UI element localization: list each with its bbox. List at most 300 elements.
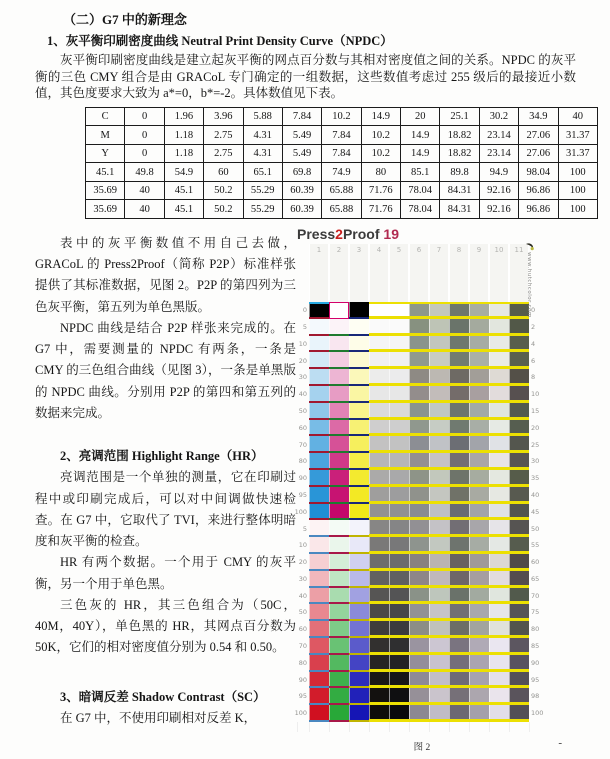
chart-cell [309, 403, 329, 420]
chart-cell [409, 302, 429, 319]
chart-cell [329, 688, 349, 705]
footer-gridline [297, 722, 309, 732]
chart-cell [509, 386, 529, 403]
page-number-dash: - [558, 737, 562, 749]
chart-cell [469, 537, 489, 554]
press2proof-figure [294, 226, 547, 753]
chart-cell [429, 655, 449, 672]
chart-cell [369, 504, 389, 521]
chart-cell [409, 369, 429, 386]
chart-cell [489, 520, 509, 537]
chart-cell [469, 554, 489, 571]
chart-cell [409, 705, 429, 722]
row-label-right: 30 [531, 457, 540, 466]
chart-cell [409, 672, 429, 689]
chart-cell [329, 537, 349, 554]
chart-cell [349, 504, 369, 521]
table-cell: 20 [401, 107, 440, 126]
chart-cell [509, 672, 529, 689]
table-cell: 55.29 [243, 200, 282, 219]
chart-cell [489, 369, 509, 386]
chart-cell [429, 621, 449, 638]
chart-cell [389, 520, 409, 537]
chart-row [297, 369, 547, 386]
table-row [86, 126, 598, 145]
chart-row [297, 436, 547, 453]
table-cell: 31.37 [558, 144, 598, 163]
chart-cell [349, 537, 369, 554]
chart-cell [509, 403, 529, 420]
chart-cell [489, 453, 509, 470]
chart-cell [409, 470, 429, 487]
chart-cell [409, 655, 429, 672]
left-text-column [35, 233, 296, 729]
chart-cell [509, 705, 529, 722]
chart-cell [489, 705, 509, 722]
chart-cell [409, 352, 429, 369]
chart-cell [449, 588, 469, 605]
chart-row [297, 302, 547, 319]
chart-cell [489, 336, 509, 353]
chart-cell [489, 487, 509, 504]
chart-cell [469, 504, 489, 521]
table-cell: 5.49 [282, 126, 321, 145]
chart-cell [449, 705, 469, 722]
chart-row [297, 588, 547, 605]
chart-cell [329, 672, 349, 689]
chart-cell [509, 604, 529, 621]
chart-cell [389, 319, 409, 336]
chart-row [297, 638, 547, 655]
chart-row [297, 336, 547, 353]
row-label-left: 30 [298, 373, 307, 382]
paragraph-npdc-curve: NPDC 曲线是结合 P2P 样张来完成的。在 G7 中，需要测量的 NPDC 有两条，一条是 CMY 的三色组合曲线（见图 3），一条是单黑版的 NPDC 曲线。分别用 P2P 的第四和第五列的数据来完成。 [35, 320, 296, 420]
row-label-left: 5 [302, 322, 307, 331]
chart-cell [489, 436, 509, 453]
row-label-right: 55 [531, 541, 540, 550]
chart-cell [469, 487, 489, 504]
footer-gridline [409, 722, 429, 732]
chart-cell [329, 403, 349, 420]
chart-cell [469, 336, 489, 353]
table-cell: 50.2 [204, 181, 243, 200]
chart-cell [489, 688, 509, 705]
chart-cell [349, 319, 369, 336]
chart-cell [309, 352, 329, 369]
chart-cell [469, 604, 489, 621]
table-cell: 49.8 [125, 163, 164, 182]
chart-cell [329, 470, 349, 487]
footer-gridline [449, 722, 469, 732]
row-label-right: 35 [531, 474, 540, 483]
chart-cell [449, 520, 469, 537]
chart-cell [489, 621, 509, 638]
row-label-left: 0 [302, 306, 307, 315]
chart-column-number: 4 [369, 244, 389, 302]
chart-cell [369, 302, 389, 319]
chart-cell [429, 420, 449, 437]
paragraph-hr3: 三色灰的 HR，其三色组合为（50C，40M，40Y），单色黑的 HR，其网点百分数为 50K，它们的相对密度值分别为 0.54 和 0.50。 [35, 597, 296, 655]
row-label-right: 98 [531, 692, 540, 701]
table-cell: 0 [125, 126, 164, 145]
chart-cell [309, 504, 329, 521]
chart-cell [309, 470, 329, 487]
table-cell: 71.76 [361, 200, 400, 219]
chart-cell [329, 369, 349, 386]
table-cell: 23.14 [479, 144, 518, 163]
row-label-right: 6 [531, 356, 536, 365]
chart-cell [449, 352, 469, 369]
chart-cell [369, 453, 389, 470]
chart-cell [349, 352, 369, 369]
row-label-right: 0 [531, 306, 536, 315]
chart-cell [329, 588, 349, 605]
table-cell: 14.9 [401, 126, 440, 145]
chart-cell [369, 571, 389, 588]
table-cell: 60 [204, 163, 243, 182]
chart-cell [309, 672, 329, 689]
chart-cell [309, 453, 329, 470]
chart-cell [429, 672, 449, 689]
row-label-right: 40 [531, 490, 540, 499]
table-cell: 14.9 [401, 144, 440, 163]
chart-cell [309, 655, 329, 672]
chart-cell [309, 302, 329, 319]
chart-cell [309, 520, 329, 537]
chart-cell [449, 621, 469, 638]
chart-cell [429, 369, 449, 386]
chart-cell [369, 386, 389, 403]
chart-cell [349, 520, 369, 537]
footer-gridline [509, 722, 529, 732]
chart-cell [369, 319, 389, 336]
chart-cell [329, 453, 349, 470]
chart-cell [349, 369, 369, 386]
row-label-left: 10 [298, 339, 307, 348]
chart-cell [469, 302, 489, 319]
row-label-right: 2 [531, 322, 536, 331]
row-label-left: 80 [298, 658, 307, 667]
chart-cell [509, 487, 529, 504]
chart-row [297, 571, 547, 588]
chart-cell [469, 369, 489, 386]
chart-cell [509, 571, 529, 588]
footer-gridline [369, 722, 389, 732]
table-cell: 74.9 [322, 163, 361, 182]
chart-cell [509, 638, 529, 655]
paragraph-p2p: 表中的灰平衡数值不用自己去做，GRACoL 的 Press2Proof（简称 P2P）标准样张提供了其标准数据，见图 2。P2P 的第四列为三色灰平衡，第五列为单色黑版。 [35, 235, 296, 314]
chart-cell [469, 453, 489, 470]
table-cell: 60.39 [282, 200, 321, 219]
chart-cell [409, 554, 429, 571]
chart-cell [429, 604, 449, 621]
footer-gridline [429, 722, 449, 732]
chart-column-number: 6 [409, 244, 429, 302]
table-cell: 27.06 [519, 126, 558, 145]
chart-cell [329, 386, 349, 403]
chart-cell [349, 604, 369, 621]
chart-cell [449, 688, 469, 705]
table-cell: 3.96 [204, 107, 243, 126]
chart-cell [309, 487, 329, 504]
chart-cell [309, 436, 329, 453]
chart-cell [329, 352, 349, 369]
chart-cell [329, 571, 349, 588]
chart-cell [489, 504, 509, 521]
row-label-right: 65 [531, 574, 540, 583]
chart-cell [509, 621, 529, 638]
chart-cell [349, 672, 369, 689]
chart-cell [509, 336, 529, 353]
chart-column-number: 11 [509, 244, 529, 302]
chart-cell [369, 688, 389, 705]
table-cell: 5.88 [243, 107, 282, 126]
chart-cell [389, 436, 409, 453]
chart-cell [349, 554, 369, 571]
table-cell: 0 [125, 144, 164, 163]
chart-row [297, 453, 547, 470]
chart-cell [409, 604, 429, 621]
chart-cell [429, 386, 449, 403]
chart-cell [349, 386, 369, 403]
table-row [86, 163, 598, 182]
table-cell: 35.69 [86, 200, 125, 219]
chart-cell [489, 571, 509, 588]
row-label-right: 70 [531, 591, 540, 600]
table-cell: 35.69 [86, 181, 125, 200]
row-label-right: 75 [531, 608, 540, 617]
chart-cell [349, 571, 369, 588]
row-label-left: 60 [298, 625, 307, 634]
chart-row [297, 319, 547, 336]
press2proof-chart [294, 244, 547, 732]
chart-cell [409, 638, 429, 655]
table-cell: 10.2 [361, 126, 400, 145]
chart-cell [429, 588, 449, 605]
chart-cell [469, 705, 489, 722]
chart-cell [369, 588, 389, 605]
chart-footer-strip [297, 722, 547, 732]
chart-cell [329, 302, 349, 319]
chart-cell [349, 688, 369, 705]
row-label-left: 5 [302, 524, 307, 533]
chart-cell [429, 403, 449, 420]
chart-cell [389, 403, 409, 420]
table-cell: 34.9 [519, 107, 558, 126]
chart-cell [389, 386, 409, 403]
table-cell: 4.31 [243, 126, 282, 145]
chart-cell [349, 403, 369, 420]
table-cell: M [86, 126, 125, 145]
chart-cell [409, 688, 429, 705]
chart-cell [329, 487, 349, 504]
footer-gridline [329, 722, 349, 732]
table-cell: 10.2 [361, 144, 400, 163]
paragraph-hr1: 亮调范围是一个单独的测量，它在印刷过程中或印刷完成后，可以对中间调做快速检查。在 G7 中，它取代了 TVI，来进行整体明暗度和灰平衡的检查。 [35, 470, 296, 549]
chart-cell [329, 436, 349, 453]
chart-row [297, 554, 547, 571]
figure-title-part: 2 [335, 226, 343, 242]
chart-cell [449, 420, 469, 437]
chart-column-number: 1 [309, 244, 329, 302]
chart-cell [389, 420, 409, 437]
chart-cell [349, 453, 369, 470]
chart-cell [389, 571, 409, 588]
footer-gridline [349, 722, 369, 732]
row-label-left: 100 [294, 507, 307, 516]
figure-title-part: Press [297, 226, 336, 242]
chart-cell [509, 537, 529, 554]
chart-cell [449, 470, 469, 487]
chart-cell [409, 520, 429, 537]
chart-cell [489, 554, 509, 571]
table-row [86, 107, 598, 126]
table-cell: 7.84 [322, 144, 361, 163]
hutchcolor-logo-icon [525, 242, 535, 252]
row-label-right: 4 [531, 339, 536, 348]
chart-cell [509, 420, 529, 437]
chart-cell [509, 436, 529, 453]
chart-cell [349, 621, 369, 638]
chart-column-header [297, 244, 547, 302]
table-cell: 1.96 [164, 107, 203, 126]
chart-cell [389, 369, 409, 386]
chart-cell [329, 554, 349, 571]
row-label-right: 100 [531, 709, 544, 718]
chart-cell [449, 319, 469, 336]
chart-cell [329, 655, 349, 672]
chart-cell [369, 655, 389, 672]
chart-cell [489, 403, 509, 420]
chart-cell [329, 604, 349, 621]
chart-row [297, 520, 547, 537]
chart-cell [389, 705, 409, 722]
row-label-left: 20 [298, 356, 307, 365]
chart-cell [349, 436, 369, 453]
row-label-right: 85 [531, 642, 540, 651]
chart-cell [469, 655, 489, 672]
chart-cell [489, 470, 509, 487]
chart-cell [349, 655, 369, 672]
chart-cell [369, 638, 389, 655]
table-cell: 84.31 [440, 181, 479, 200]
table-cell: 65.1 [243, 163, 282, 182]
chart-row [294, 504, 547, 521]
table-cell: 78.04 [401, 181, 440, 200]
row-label-left: 100 [294, 709, 307, 718]
npdc-heading: 1、灰平衡印刷密度曲线 Neutral Print Density Curve（NPDC） [47, 34, 393, 48]
chart-row [297, 352, 547, 369]
row-label-left: 10 [298, 541, 307, 550]
chart-cell [309, 420, 329, 437]
chart-cell [449, 453, 469, 470]
table-cell: 30.2 [479, 107, 518, 126]
chart-cell [309, 336, 329, 353]
table-cell: Y [86, 144, 125, 163]
table-cell: 45.1 [86, 163, 125, 182]
row-label-left: 80 [298, 457, 307, 466]
chart-cell [489, 672, 509, 689]
table-cell: 100 [558, 163, 598, 182]
row-label-right: 95 [531, 675, 540, 684]
chart-cell [389, 655, 409, 672]
table-cell: 4.31 [243, 144, 282, 163]
row-label-right: 20 [531, 423, 540, 432]
chart-column-number: 9 [469, 244, 489, 302]
paragraph-sc: 在 G7 中，不使用印刷相对反差 K， [60, 710, 257, 725]
chart-cell [329, 336, 349, 353]
chart-cell [469, 420, 489, 437]
chart-cell [389, 336, 409, 353]
npdc-table [85, 107, 598, 219]
chart-column-number: 10 [489, 244, 509, 302]
row-label-left: 90 [298, 474, 307, 483]
chart-cell [449, 571, 469, 588]
chart-cell [329, 705, 349, 722]
table-cell: 14.9 [361, 107, 400, 126]
chart-cell [429, 688, 449, 705]
table-cell: 45.1 [164, 181, 203, 200]
chart-cell [449, 504, 469, 521]
row-label-left: 30 [298, 574, 307, 583]
chart-cell [309, 386, 329, 403]
chart-cell [429, 319, 449, 336]
table-cell: 54.9 [164, 163, 203, 182]
chart-cell [489, 588, 509, 605]
chart-cell [469, 319, 489, 336]
chart-cell [389, 352, 409, 369]
table-cell: 85.1 [401, 163, 440, 182]
chart-cell [509, 453, 529, 470]
chart-row [297, 386, 547, 403]
table-cell: 89.8 [440, 163, 479, 182]
chart-cell [509, 369, 529, 386]
chart-cell [429, 453, 449, 470]
chart-cell [469, 386, 489, 403]
chart-cell [409, 588, 429, 605]
chart-cell [389, 453, 409, 470]
table-cell: 7.84 [322, 126, 361, 145]
chart-cell [389, 537, 409, 554]
chart-cell [389, 302, 409, 319]
chart-cell [489, 537, 509, 554]
chart-cell [429, 470, 449, 487]
chart-cell [469, 571, 489, 588]
chart-cell [369, 487, 389, 504]
chart-cell [469, 672, 489, 689]
row-label-right: 60 [531, 558, 540, 567]
table-cell: 1.18 [164, 126, 203, 145]
chart-cell [369, 537, 389, 554]
chart-cell [309, 604, 329, 621]
paragraph-hr2: HR 有两个数据。一个用于 CMY 的灰平衡，另一个用于单色黑。 [35, 555, 296, 591]
row-label-left: 95 [298, 692, 307, 701]
chart-cell [429, 537, 449, 554]
footer-gridline [389, 722, 409, 732]
table-cell: 40 [558, 107, 598, 126]
chart-cell [449, 537, 469, 554]
chart-cell [369, 420, 389, 437]
chart-cell [369, 672, 389, 689]
chart-cell [349, 705, 369, 722]
chart-cell [449, 369, 469, 386]
table-cell: 78.04 [401, 200, 440, 219]
chart-cell [409, 319, 429, 336]
chart-row [297, 688, 547, 705]
chart-cell [449, 655, 469, 672]
chart-cell [449, 386, 469, 403]
chart-cell [329, 520, 349, 537]
